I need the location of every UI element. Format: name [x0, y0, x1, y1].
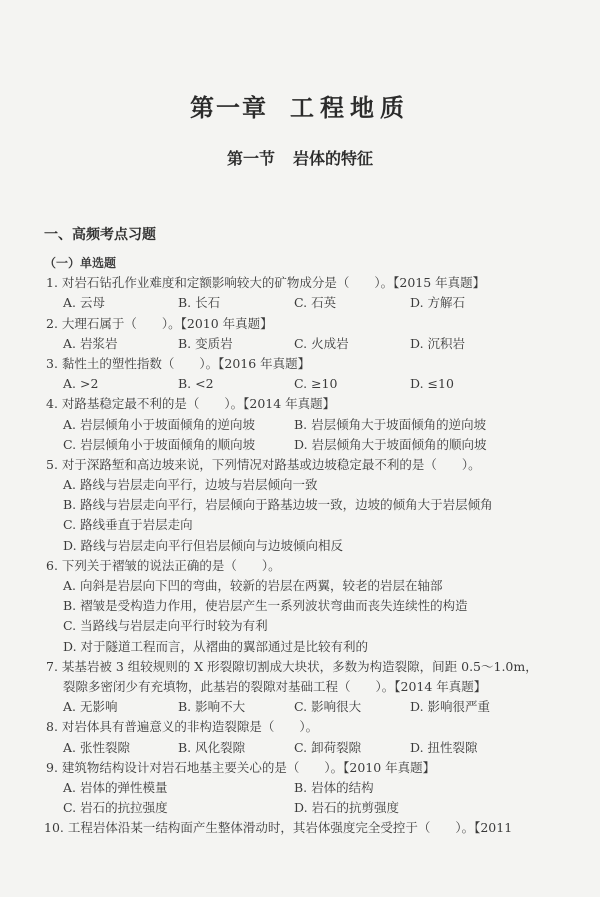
option-a: A. 岩浆岩 — [63, 335, 118, 351]
option-b: B. 风化裂隙 — [178, 739, 246, 755]
question-3: 3. 黏性土的塑性指数（ ）。【2016 年真题】 — [46, 355, 311, 371]
option-a: A. 岩体的弹性模量 — [63, 779, 168, 795]
option-d: D. 岩石的抗剪强度 — [294, 800, 400, 816]
option-b: B. 岩层倾角大于坡面倾角的逆向坡 — [294, 416, 487, 432]
options-row — [44, 334, 584, 354]
option-d: D. 路线与岩层走向平行但岩层倾向与边坡倾向相反 — [63, 537, 344, 553]
question-9: 9. 建筑物结构设计对岩石地基主要关心的是（ ）。【2010 年真题】 — [46, 759, 436, 775]
question-2: 2. 大理石属于（ ）。【2010 年真题】 — [46, 315, 273, 331]
options-row — [44, 435, 584, 455]
options-row — [44, 778, 584, 798]
option-d: D. 影响很严重 — [410, 699, 491, 715]
options-row — [44, 415, 584, 435]
option-a: A. >2 — [63, 376, 99, 392]
option-b: B. 变质岩 — [178, 335, 233, 351]
option-d: D. 沉积岩 — [410, 335, 466, 351]
option-c: C. 当路线与岩层走向平行时较为有利 — [63, 618, 268, 634]
option-b: B. <2 — [178, 376, 214, 392]
option-b: B. 路线与岩层走向平行，岩层倾向于路基边坡一致，边坡的倾角大于岩层倾角 — [63, 497, 493, 513]
option-a: A. 云母 — [63, 295, 105, 311]
question-5: 5. 对于深路堑和高边坡来说，下列情况对路基或边坡稳定最不利的是（ ）。 — [46, 456, 481, 472]
option-c: C. 岩石的抗拉强度 — [63, 800, 168, 816]
options-row — [44, 374, 584, 394]
option-c: C. 卸荷裂隙 — [294, 739, 362, 755]
question-7: 7. 某基岩被 3 组较规则的 X 形裂隙切割成大块状，多数为构造裂隙，间距 0.5～1.0m， — [46, 658, 538, 674]
option-b: B. 影响不大 — [178, 699, 246, 715]
option-a: A. 张性裂隙 — [63, 739, 130, 755]
heading: 一、高频考点习题 — [44, 227, 156, 243]
option-c: C. 火成岩 — [294, 335, 349, 351]
options-row — [44, 697, 584, 717]
option-c: C. ≥10 — [294, 376, 338, 392]
question-1: 1. 对岩石钻孔作业难度和定额影响较大的矿物成分是（ ）。【2015 年真题】 — [46, 275, 486, 291]
option-c: C. 岩层倾角小于坡面倾角的顺向坡 — [63, 436, 256, 452]
option-a: A. 无影响 — [63, 699, 118, 715]
option-d: D. 对于隧道工程而言，从褶曲的翼部通过是比较有利的 — [63, 638, 369, 654]
option-c: C. 石英 — [294, 295, 337, 311]
subheading: （一）单选题 — [44, 256, 117, 270]
option-b: B. 褶皱是受构造力作用，使岩层产生一系列波状弯曲而丧失连续性的构造 — [63, 598, 468, 614]
question-list — [44, 253, 584, 838]
question-4: 4. 对路基稳定最不利的是（ ）。【2014 年真题】 — [46, 396, 336, 412]
chapter-name: 工程地质 — [290, 93, 410, 122]
question-10: 10. 工程岩体沿某一结构面产生整体滑动时，其岩体强度完全受控于（ ）。【2011 — [44, 820, 513, 836]
options-row — [44, 798, 584, 818]
options-row — [44, 293, 584, 313]
option-d: D. ≤10 — [410, 376, 454, 392]
option-b: B. 长石 — [178, 295, 221, 311]
option-d: D. 扭性裂隙 — [410, 739, 478, 755]
section-name: 岩体的特征 — [293, 149, 374, 168]
option-a: A. 路线与岩层走向平行，边坡与岩层倾向一致 — [63, 477, 318, 493]
option-c: C. 路线垂直于岩层走向 — [63, 517, 193, 533]
question-8: 8. 对岩体具有普遍意义的非构造裂隙是（ ）。 — [46, 719, 319, 735]
option-d: D. 岩层倾角大于坡面倾角的顺向坡 — [294, 436, 487, 452]
chapter-title — [0, 88, 600, 123]
option-a: A. 岩层倾角小于坡面倾角的逆向坡 — [63, 416, 255, 432]
options-row — [44, 738, 584, 758]
option-d: D. 方解石 — [410, 295, 466, 311]
option-c: C. 影响很大 — [294, 699, 362, 715]
question-7-continued: 裂隙多密闭少有充填物，此基岩的裂隙对基础工程（ ）。【2014 年真题】 — [63, 678, 487, 694]
option-b: B. 岩体的结构 — [294, 779, 374, 795]
option-a: A. 向斜是岩层向下凹的弯曲，较新的岩层在两翼，较老的岩层在轴部 — [63, 578, 443, 593]
section-title — [0, 146, 600, 169]
chapter-label: 第一章 — [190, 93, 268, 122]
question-6: 6. 下列关于褶皱的说法正确的是（ ）。 — [46, 557, 281, 573]
section-label: 第一节 — [226, 149, 275, 168]
